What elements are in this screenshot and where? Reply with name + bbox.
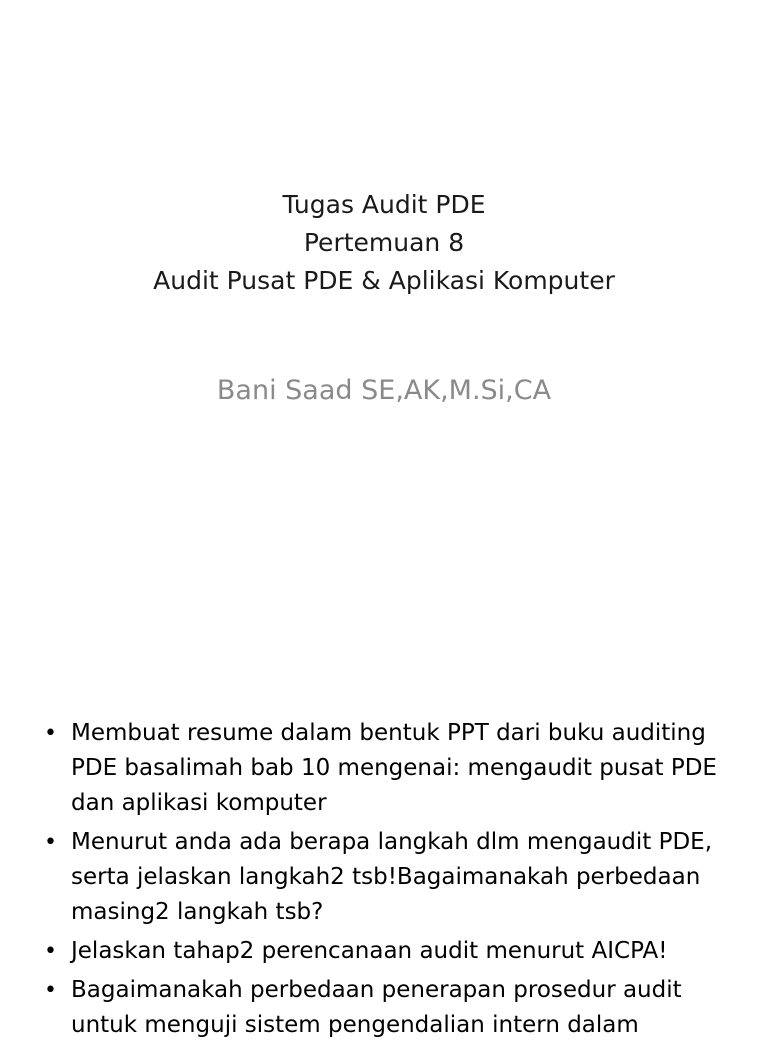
bullet-text: Bagaimanakah perbedaan penerapan prosedur audit untuk menguji sistem pengendalian intern dalam (71, 977, 682, 1038)
slide-title-line-1: Tugas Audit PDE (282, 190, 486, 219)
bullet-dot-icon: • (44, 939, 57, 964)
bullet-dot-icon: • (44, 830, 57, 855)
bullet-text: Menurut anda ada berapa langkah dlm mengaudit PDE, serta jelaskan langkah2 tsb!Bagaimanakah perbedaan masing2 langkah tsb? (71, 829, 713, 925)
bullet-item-2 (44, 825, 744, 930)
bullet-dot-icon: • (44, 721, 57, 746)
bullet-text: Membuat resume dalam bentuk PPT dari buku auditing PDE basalimah bab 10 mengenai: mengaudit pusat PDE dan aplikasi komputer (71, 720, 717, 816)
slide-title-line-2: Pertemuan 8 (303, 228, 465, 257)
bullet-dot-icon: • (44, 978, 57, 1003)
bullet-text: Jelaskan tahap2 perencanaan audit menurut AICPA! (71, 938, 668, 964)
slide-title (0, 186, 768, 300)
bullet-list (44, 716, 744, 1047)
slide-subtitle: Bani Saad SE,AK,M.Si,CA (216, 375, 552, 406)
bullet-item-4 (44, 973, 744, 1043)
bullet-item-3 (44, 934, 744, 969)
bullet-item-1 (44, 716, 744, 821)
slide-title-line-3: Audit Pusat PDE & Aplikasi Komputer (153, 266, 615, 295)
